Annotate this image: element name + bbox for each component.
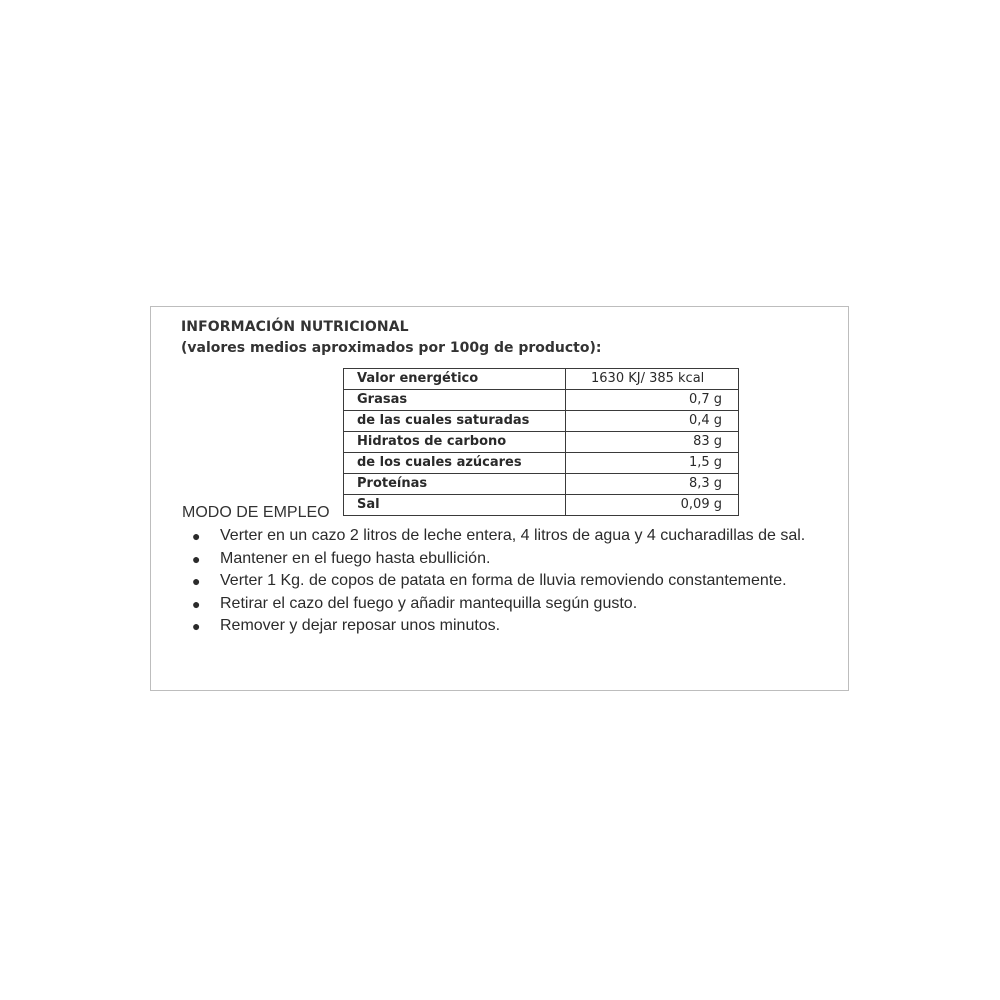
nutrient-name: de los cuales azúcares [344,453,566,474]
nutrient-amount: 83 g [566,432,739,453]
table-row [344,411,739,432]
nutrient-amount: 0,09 g [566,495,739,516]
nutrient-name: Hidratos de carbono [344,432,566,453]
list-item [192,570,816,593]
nutrient-amount: 1630 KJ/ 385 kcal [566,369,739,390]
nutrient-name: Sal [344,495,566,516]
step-text: Mantener en el fuego hasta ebullición. [220,549,491,567]
nutrient-name: Valor energético [344,369,566,390]
list-item [192,548,816,571]
nutrient-amount: 0,7 g [566,390,739,411]
bullet-icon: ● [192,595,201,612]
table-row [344,369,739,390]
table-row [344,432,739,453]
nutrient-name: Grasas [344,390,566,411]
bullet-icon: ● [192,618,201,634]
nutrient-name: de las cuales saturadas [344,411,566,432]
step-text: Retirar el cazo del fuego y añadir mantequilla según gusto. [220,594,638,612]
bullet-icon: ● [192,528,201,544]
nutrition-table [343,368,739,516]
list-item [192,615,816,638]
nutrient-amount: 8,3 g [566,474,739,495]
step-text: Verter en un cazo 2 litros de leche entera, 4 litros de agua y 4 cucharadillas de sal. [220,527,806,544]
usage-title: MODO DE EMPLEO [182,503,334,523]
table-row [344,495,739,516]
list-item [192,525,816,548]
table-row [344,453,739,474]
nutrition-heading: INFORMACIÓN NUTRICIONAL [181,319,409,335]
bullet-icon: ● [192,573,201,589]
nutrition-subheading: (valores medios aproximados por 100g de producto): [181,340,602,356]
usage-steps-list [192,525,816,638]
table-row [344,474,739,495]
nutrient-amount: 1,5 g [566,453,739,474]
table-row [344,390,739,411]
step-text: Verter 1 Kg. de copos de patata en forma de lluvia removiendo constantemente. [220,572,787,589]
bullet-icon: ● [192,550,201,567]
nutrient-name: Proteínas [344,474,566,495]
step-text: Remover y dejar reposar unos minutos. [220,617,501,634]
list-item [192,593,816,616]
nutrient-amount: 0,4 g [566,411,739,432]
